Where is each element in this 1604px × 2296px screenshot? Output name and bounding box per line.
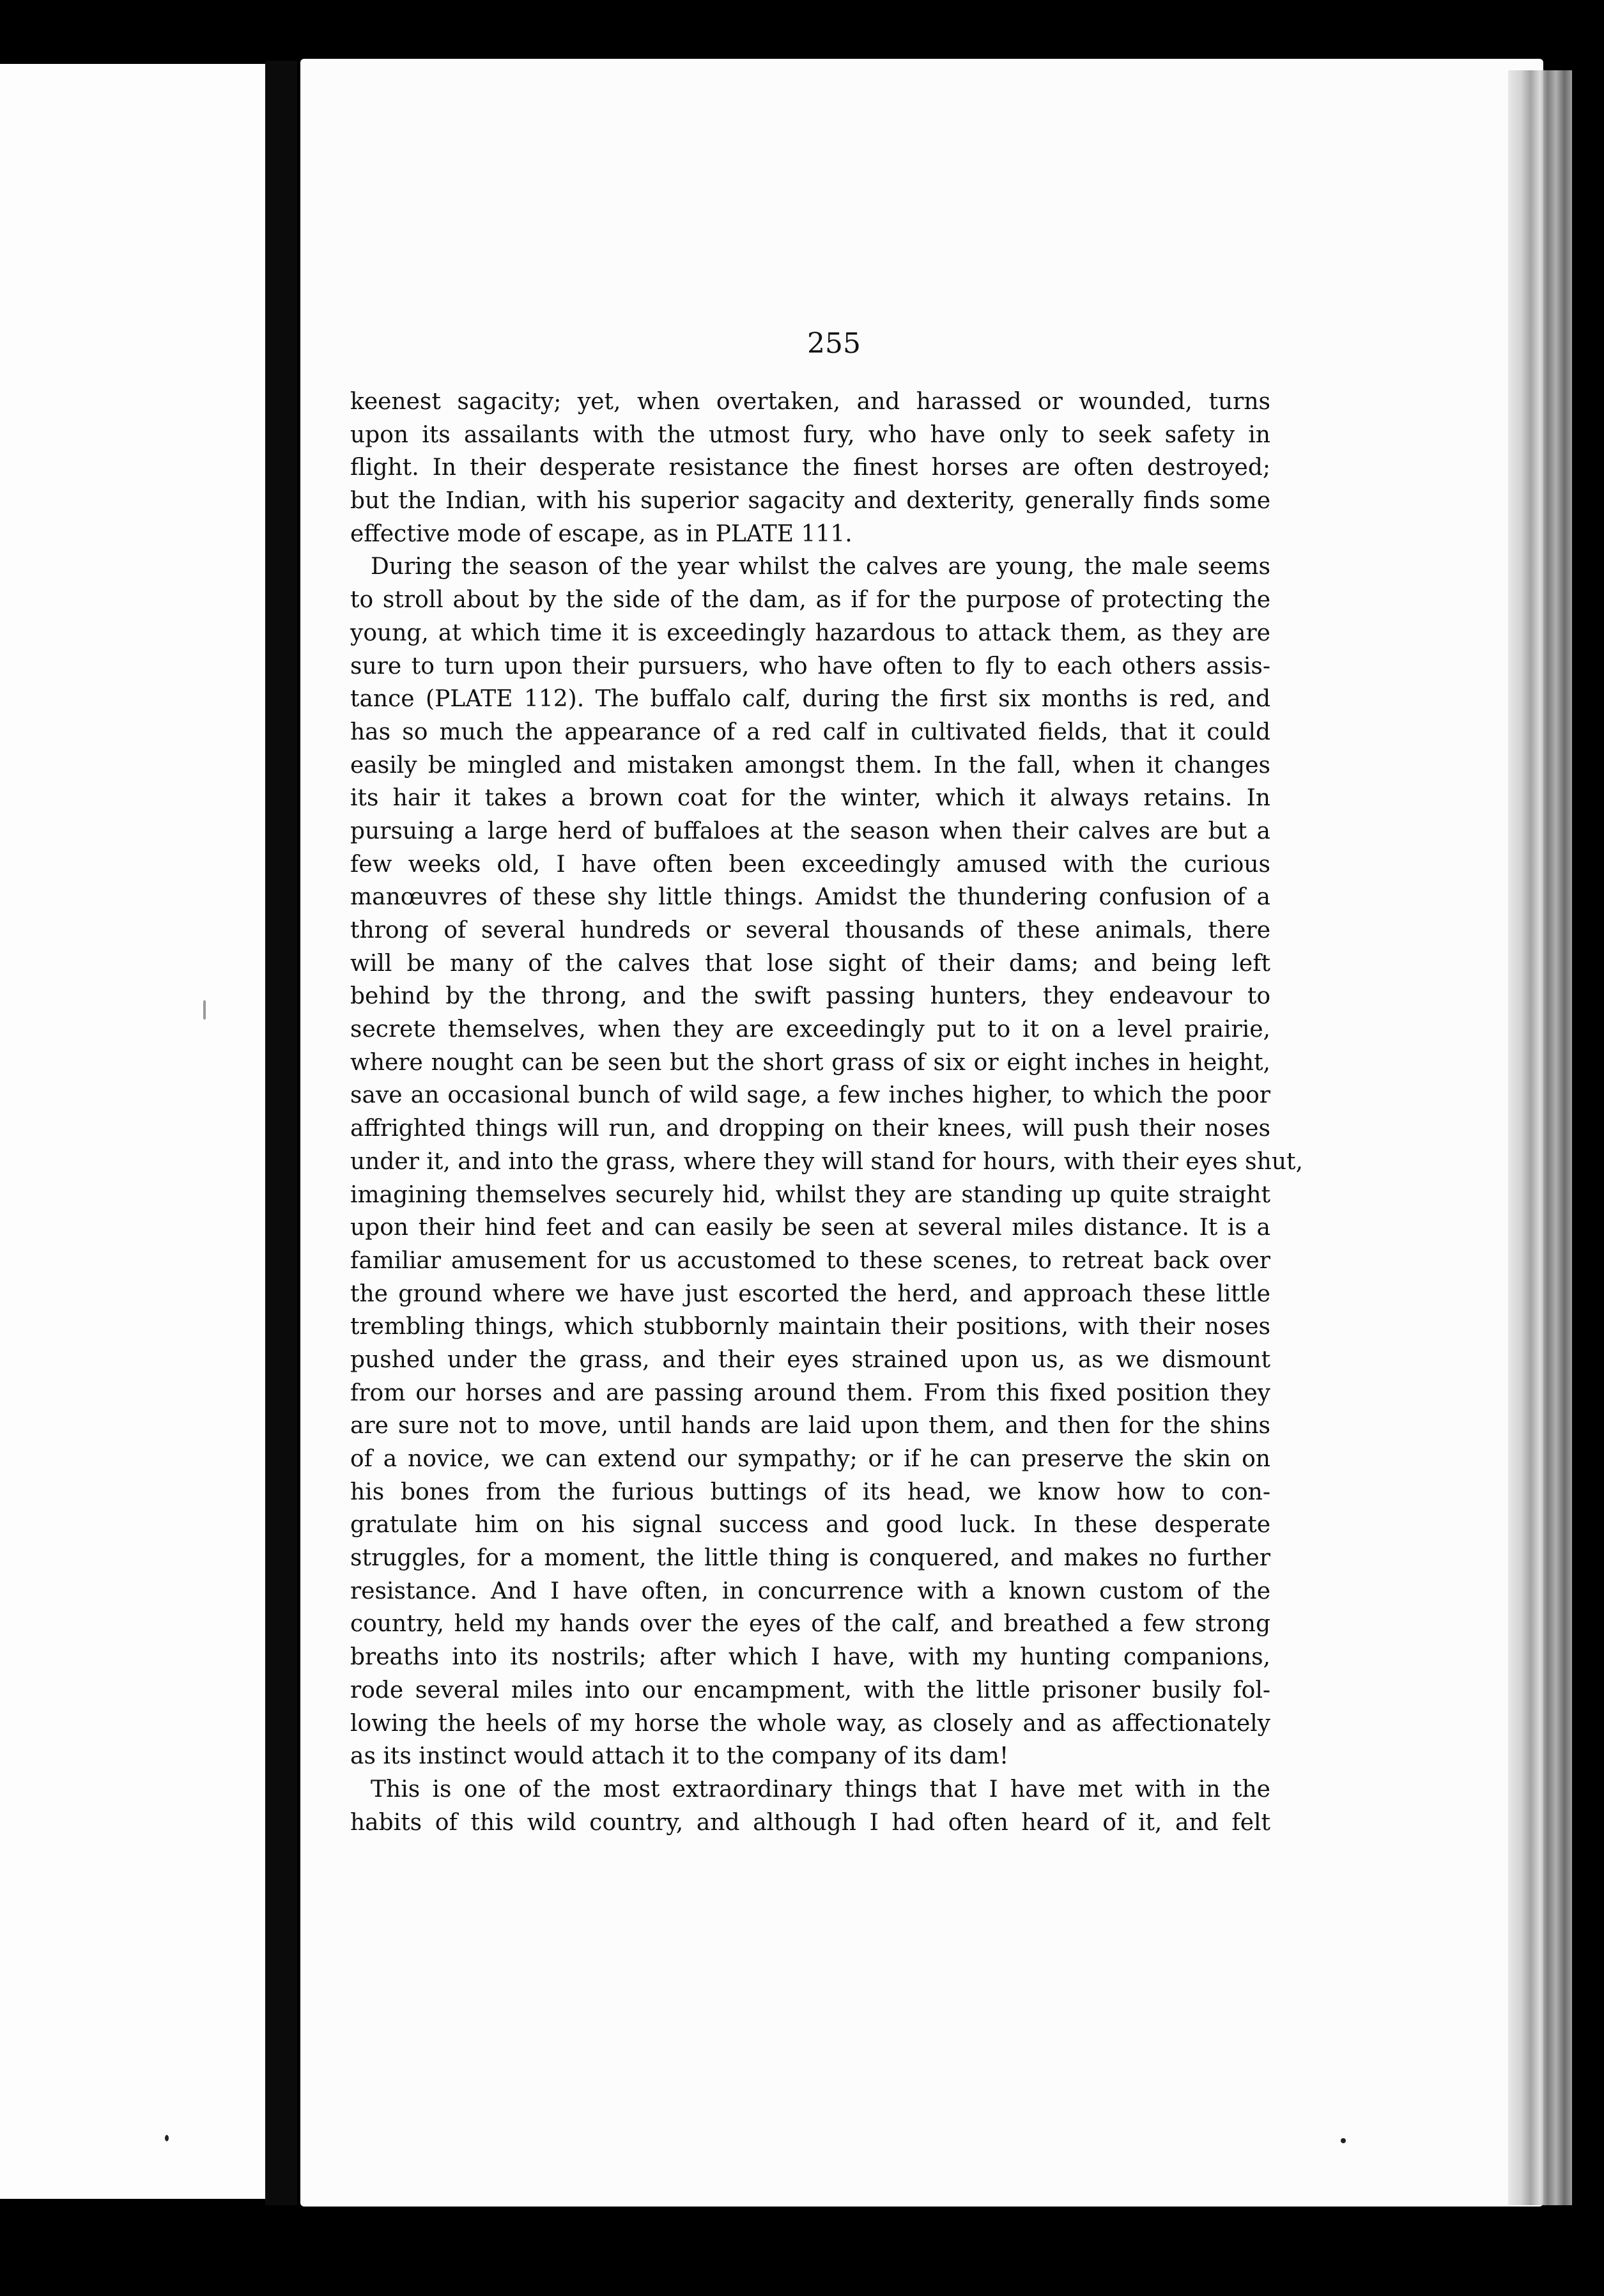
text-line: flight. In their desperate resistance the finest horses are often destroyed; [350,454,1270,481]
text-line: has so much the appearance of a red calf in cultivated fields, that it could [350,718,1270,745]
text-line: affrighted things will run, and dropping on their knees, will push their noses [350,1115,1270,1142]
text-line: few weeks old, I have often been exceedingly amused with the curious [350,851,1270,878]
text-line: to stroll about by the side of the dam, as if for the purpose of protecting the [350,587,1270,614]
text-line: habits of this wild country, and although I had often heard of it, and felt [350,1809,1270,1836]
text-line: young, at which time it is exceedingly hazardous to attack them, as they are [350,619,1270,646]
facing-page [0,64,265,2199]
body-text [350,385,1303,1839]
scan-speck [1341,2138,1346,2143]
text-line: rode several miles into our encampment, with the little prisoner busily fol- [350,1677,1270,1703]
text-line: upon their hind feet and can easily be seen at several miles distance. It is a [350,1214,1270,1241]
text-line: as its instinct would attach it to the company of its dam! [350,1743,1009,1770]
text-line: resistance. And I have often, in concurrence with a known custom of the [350,1578,1270,1604]
text-line: pushed under the grass, and their eyes strained upon us, as we dismount [350,1346,1270,1373]
text-line: country, held my hands over the eyes of the calf, and breathed a few strong [350,1611,1270,1638]
text-line: throng of several hundreds or several thousands of these animals, there [350,917,1270,943]
text-line: gratulate him on his signal success and good luck. In these desperate [350,1512,1270,1539]
text-line: familiar amusement for us accustomed to these scenes, to retreat back over [350,1247,1270,1274]
text-line: During the season of the year whilst the calves are young, the male seems [371,554,1270,580]
text-line: easily be mingled and mistaken amongst them. In the fall, when it changes [350,752,1270,779]
text-line: are sure not to move, until hands are laid upon them, and then for the shins [350,1413,1270,1439]
text-line: but the Indian, with his superior sagacity and dexterity, generally finds some [350,488,1270,515]
text-line: from our horses and are passing around them. From this fixed position they [350,1379,1270,1406]
text-line: upon its assailants with the utmost fury, who have only to seek safety in [350,421,1270,448]
scan-speck [203,1000,206,1020]
text-line: under it, and into the grass, where they will stand for hours, with their eyes shut, [350,1148,1303,1175]
text-line: where nought can be seen but the short grass of six or eight inches in height, [350,1049,1270,1076]
text-line: its hair it takes a brown coat for the winter, which it always retains. In [350,785,1270,812]
text-line: trembling things, which stubbornly maintain their positions, with their noses [350,1314,1270,1340]
text-line: will be many of the calves that lose sight of their dams; and being left [350,950,1270,977]
scan-speck [165,2135,169,2141]
text-line: pursuing a large herd of buffaloes at the season when their calves are but a [350,818,1270,844]
text-line: breaths into its nostrils; after which I have, with my hunting companions, [350,1644,1270,1671]
text-line: secrete themselves, when they are exceedingly put to it on a level prairie, [350,1016,1270,1043]
text-line: effective mode of escape, as in PLATE 111. [350,520,852,547]
text-line: of a novice, we can extend our sympathy; or if he can preserve the skin on [350,1446,1270,1472]
text-line: save an occasional bunch of wild sage, a few inches higher, to which the poor [350,1082,1270,1109]
page-edges [1508,70,1572,2205]
paragraph [350,385,1270,550]
text-line: sure to turn upon their pursuers, who have often to fly to each others assis- [350,653,1270,679]
text-line: keenest sagacity; yet, when overtaken, and harassed or wounded, turns [350,389,1270,415]
text-line: manœuvres of these shy little things. Amidst the thundering confusion of a [350,884,1270,911]
paragraph [350,550,1303,1772]
text-line: his bones from the furious buttings of its head, we know how to con- [350,1478,1270,1505]
book-gutter [265,61,297,2205]
page-number: 255 [807,327,861,360]
text-line: This is one of the most extraordinary things that I have met with in the [371,1776,1270,1803]
paragraph [350,1773,1270,1839]
text-line: imagining themselves securely hid, whilst they are standing up quite straight [350,1181,1270,1208]
text-line: behind by the throng, and the swift passing hunters, they endeavour to [350,983,1270,1010]
text-line: struggles, for a moment, the little thing is conquered, and makes no further [350,1545,1270,1572]
text-line: tance (PLATE 112). The buffalo calf, during the first six months is red, and [350,686,1270,713]
text-line: the ground where we have just escorted the herd, and approach these little [350,1280,1270,1307]
text-line: lowing the heels of my horse the whole way, as closely and as affectionately [350,1710,1270,1737]
